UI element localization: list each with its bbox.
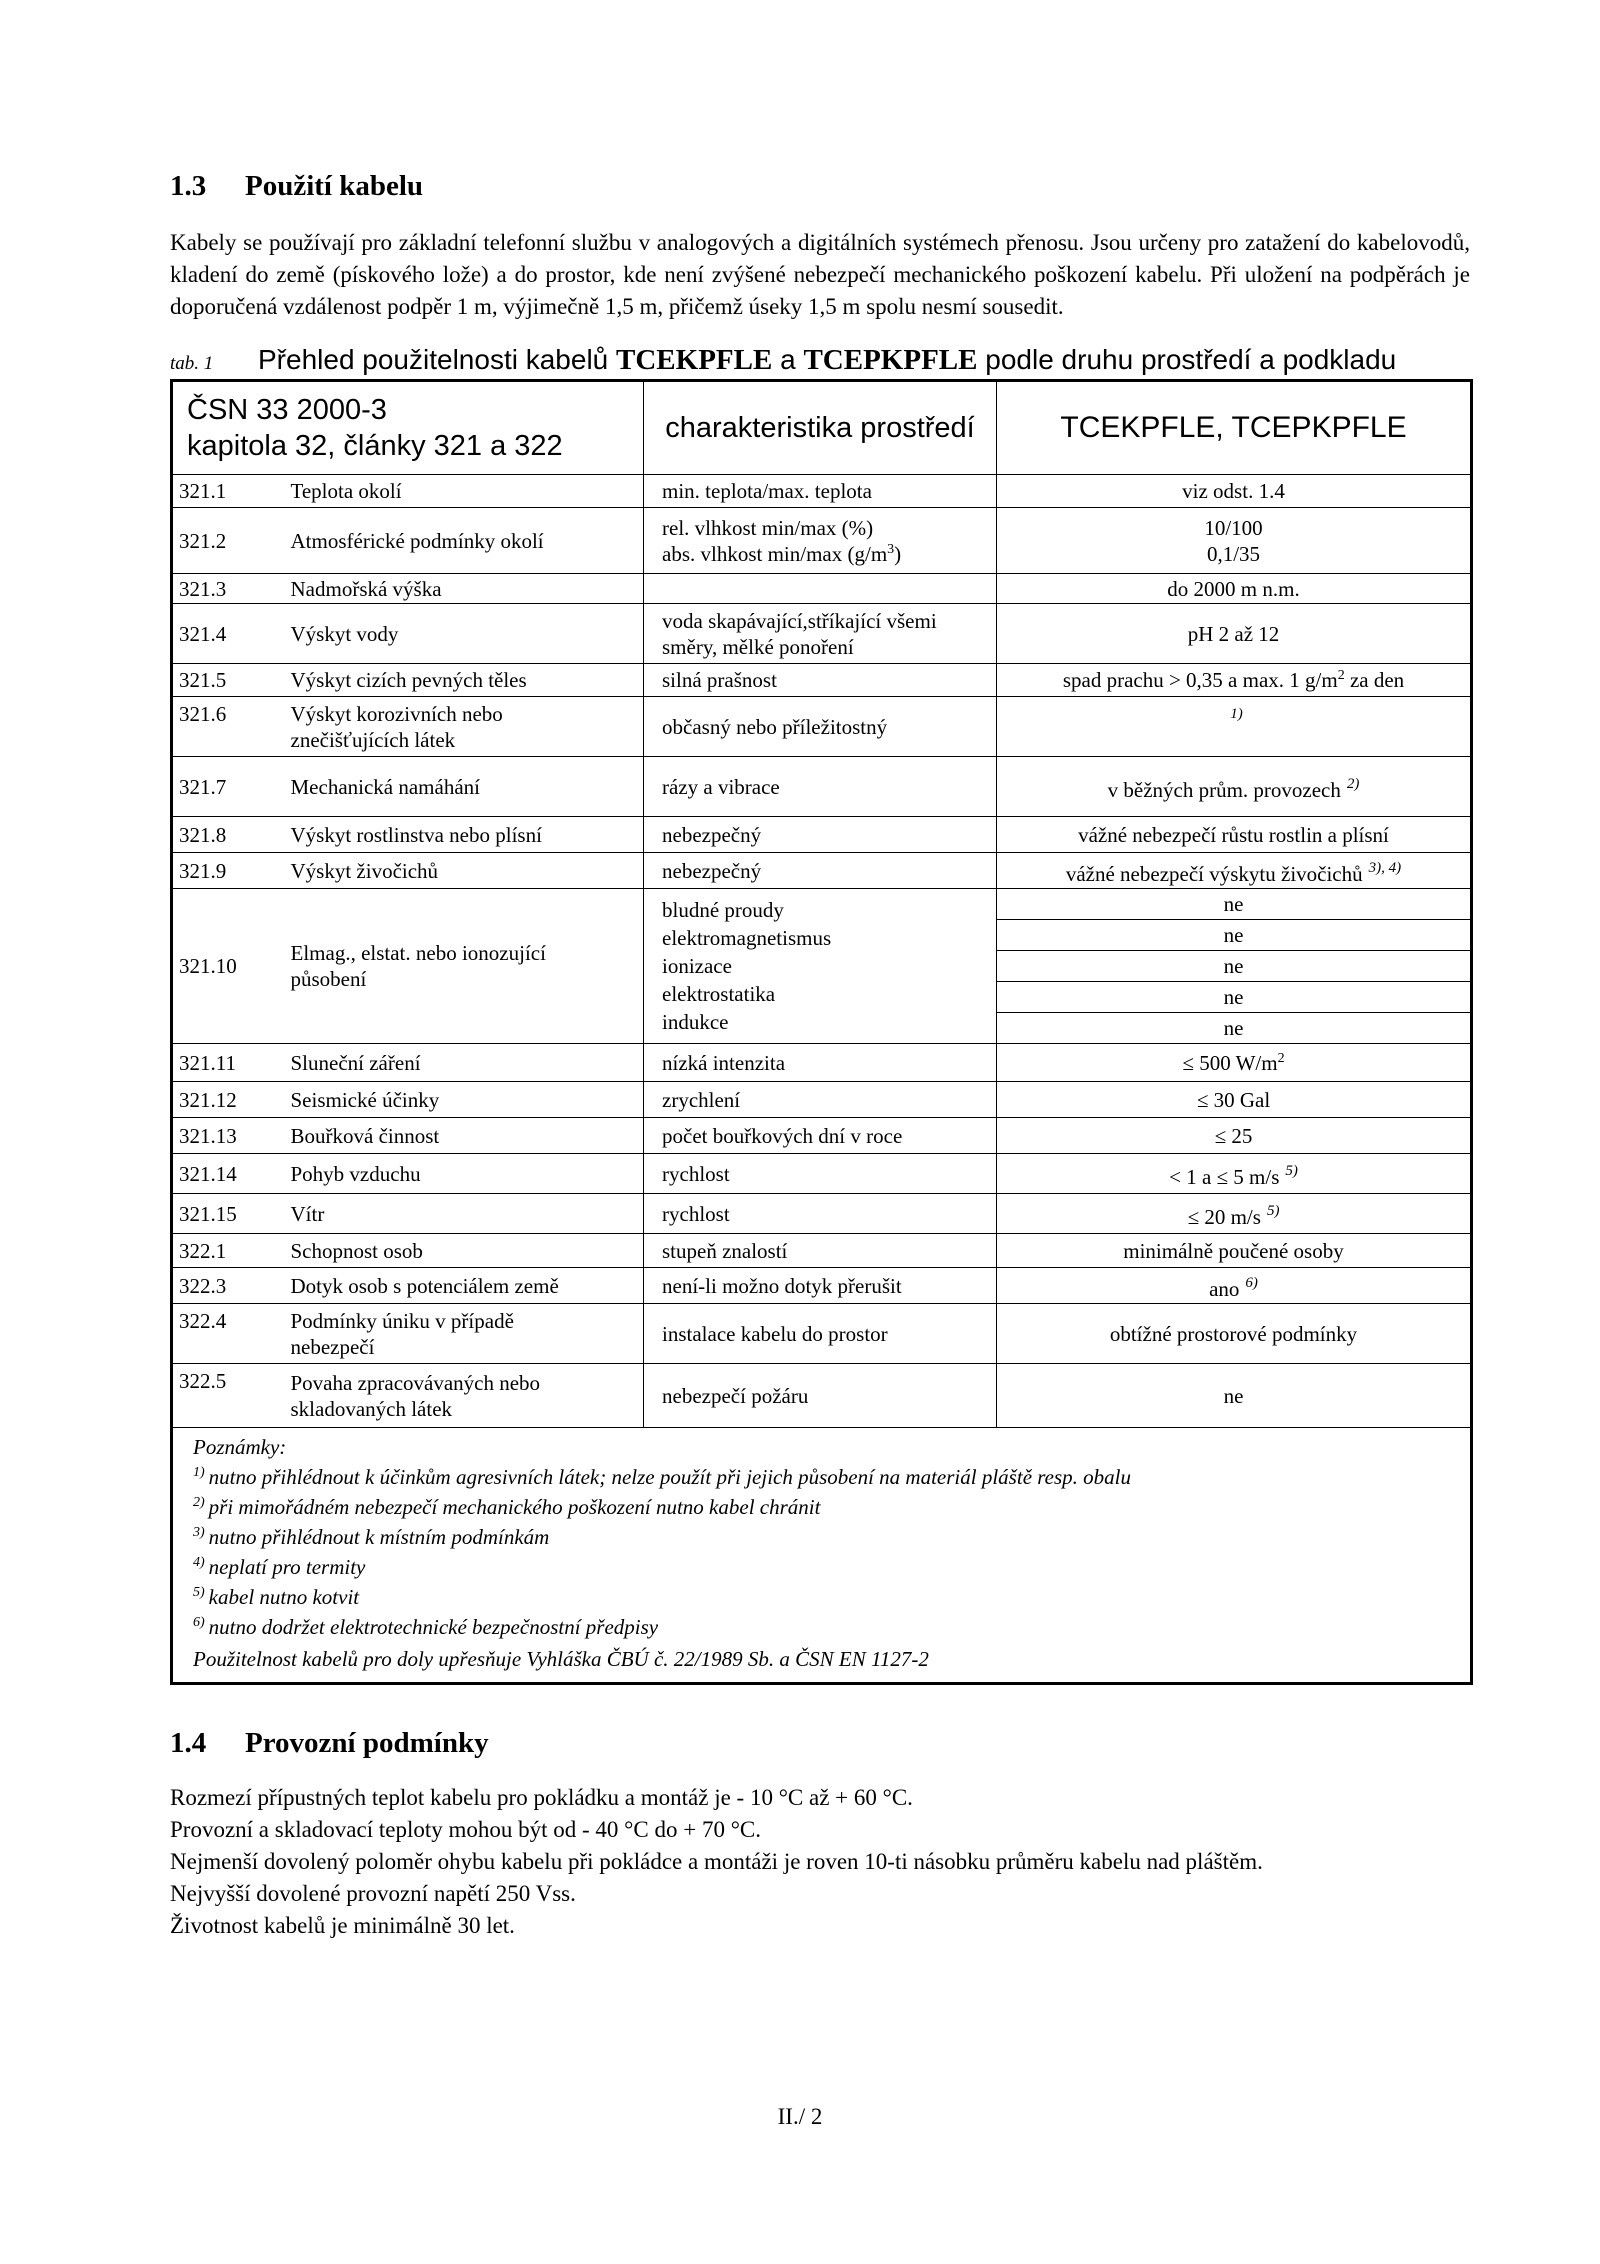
- note-item: $^{6)}$ nutno dodržet elektrotechnické bezpečnostní předpisy: [193, 1615, 659, 1639]
- table-row: 321.10 Elmag., elstat. nebo ionozující působení bludné proudy elektromagnetismus ionizace elektrostatika indukce ne ne ne ne ne: [172, 889, 1472, 1044]
- table-row: 321.4 Výskyt vody voda skapávající,stříkající všemi směry, mělké ponoření pH 2 až 12: [172, 604, 1472, 664]
- note-item: $^{5)}$ kabel nutno kotvit: [193, 1585, 360, 1609]
- usability-table: [170, 379, 1473, 1685]
- table-row: 322.3 Dotyk osob s potenciálem země není-li možno dotyk přerušit ano $^{6)}$: [172, 1268, 1472, 1304]
- table-notes: Poznámky: $^{1)}$ nutno přihlédnout k účinkům agresivních látek; nelze použít při jejich působení na materiál pláště resp. obalu $^{2)}$ při mimořádném nebezpečí mechanického poškození nutno kabel chránit $^{3)}$ nutno přihlédnout k místním podmínkám $^{4)}$ neplatí pro termity $^{5)}$ kabel nutno kotvit $^{6)}$ nutno dodržet elektrotechnické bezpečnostní předpisy Použitelnost kabelů pro doly upřesňuje Vyhláška ČBÚ č. 22/1989 Sb. a ČSN EN 1127-2: [172, 1428, 1472, 1684]
- page-number: II./ 2: [777, 2104, 823, 2129]
- table-row: 321.2 Atmosférické podmínky okolí rel. vlhkost min/max (%) abs. vlhkost min/max $(g/m^3)$ 10/100 0,1/35: [172, 508, 1472, 574]
- table-row: 322.1 Schopnost osob stupeň znalostí minimálně poučené osoby: [172, 1234, 1472, 1268]
- table-caption: tab. 1 Přehled použitelnosti kabelů TCEKPFLE a TCEPKPFLE podle druhu prostředí a podkladu: [170, 344, 1397, 376]
- table-row: 321.9 Výskyt živočichů nebezpečný vážné nebezpečí výskytu živočichů $^{3), 4)}$: [172, 853, 1472, 889]
- table-row: 322.4 Podmínky úniku v případě nebezpečí instalace kabelu do prostor obtížné prostorové podmínky: [172, 1304, 1472, 1364]
- header-cable-types: TCEKPFLE, TCEPKPFLE: [997, 381, 1472, 475]
- note-item: $^{4)}$ neplatí pro termity: [193, 1555, 366, 1579]
- section-heading-1-3: 1.3 Použití kabelu: [170, 170, 424, 202]
- table-row: 321.12 Seismické účinky zrychlení ≤ 30 Gal: [172, 1082, 1472, 1118]
- table-header-row: [172, 381, 1472, 475]
- table-row: 321.1 Teplota okolí min. teplota/max. teplota viz odst. 1.4: [172, 475, 1472, 508]
- header-characteristic: charakteristika prostředí: [644, 381, 997, 475]
- table-notes-row: [172, 1428, 1472, 1684]
- notes-footer: Použitelnost kabelů pro doly upřesňuje Vyhláška ČBÚ č. 22/1989 Sb. a ČSN EN 1127-2: [193, 1647, 929, 1671]
- table-row: 321.8 Výskyt rostlinstva nebo plísní nebezpečný vážné nebezpečí růstu rostlin a plísní: [172, 817, 1472, 853]
- table-row: 321.15 Vítr rychlost ≤ 20 m/s $^{5)}$: [172, 1194, 1472, 1234]
- document-page: [170, 170, 1470, 1942]
- note-item: $^{1)}$ nutno přihlédnout k účinkům agresivních látek; nelze použít při jejich působení na materiál pláště resp. obalu: [193, 1465, 1131, 1489]
- note-item: $^{2)}$ při mimořádném nebezpečí mechanického poškození nutno kabel chránit: [193, 1495, 821, 1519]
- table-row: 321.11 Sluneční záření nízká intenzita ≤ 500 $W/m^2$: [172, 1044, 1472, 1082]
- table-row: 321.14 Pohyb vzduchu rychlost < 1 a ≤ 5 m/s $^{5)}$: [172, 1154, 1472, 1194]
- table-row: 321.3 Nadmořská výška do 2000 m n.m.: [172, 574, 1472, 604]
- table-row: 321.5 Výskyt cizích pevných těles silná prašnost spad prachu > 0,35 a max. 1 $g/m^2$ za den: [172, 664, 1472, 697]
- header-standard: ČSN 33 2000-3 kapitola 32, články 321 a 322: [172, 381, 644, 475]
- note-item: $^{3)}$ nutno přihlédnout k místním podmínkám: [193, 1525, 550, 1549]
- section-heading-1-4: 1.4 Provozní podmínky: [170, 1727, 489, 1759]
- table-row: 321.13 Bouřková činnost počet bouřkových dní v roce ≤ 25: [172, 1118, 1472, 1154]
- table-row: 321.6 Výskyt korozivních nebo znečišťujících látek občasný nebo příležitostný $^{1)}$: [172, 697, 1472, 757]
- table-row: 322.5 Povaha zpracovávaných nebo skladovaných látek nebezpečí požáru ne: [172, 1364, 1472, 1428]
- section-1-3-paragraph: Kabely se používají pro základní telefonní službu v analogových a digitálních systémech přenosu. Jsou určeny pro zatažení do kabelovodů, kladení do země (pískového lože) a do prostor, kde není zvýšené nebezpečí mechanického poškození kabelu. Při uložení na podpěrách je doporučená vzdálenost podpěr 1 m, výjimečně 1,5 m, přičemž úseky 1,5 m spolu nesmí sousedit.: [170, 230, 1470, 319]
- section-1-4-text: Rozmezí přípustných teplot kabelu pro pokládku a montáž je - 10 °C až + 60 °C. Provozní a skladovací teploty mohou být od - 40 °C do + 70 °C. Nejmenší dovolený poloměr ohybu kabelu při pokládce a montáži je roven 10-ti násobku průměru kabelu nad pláštěm. Nejvyšší dovolené provozní napětí 250 Vss. Životnost kabelů je minimálně 30 let.: [170, 1785, 1263, 1938]
- table-row: 321.7 Mechanická namáhání rázy a vibrace v běžných prům. provozech $^{2)}$: [172, 757, 1472, 817]
